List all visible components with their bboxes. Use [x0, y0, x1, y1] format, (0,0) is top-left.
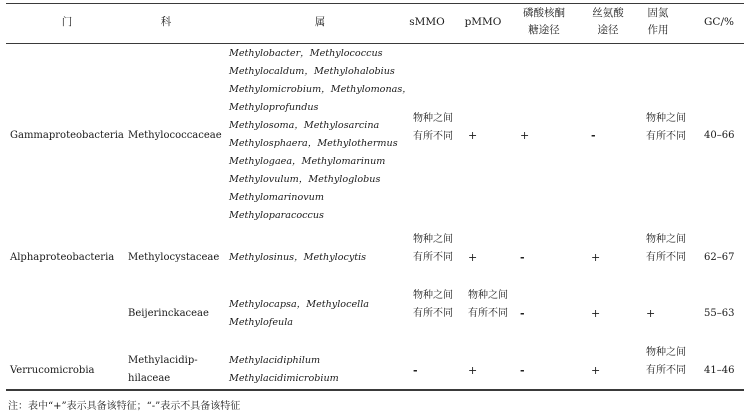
table-bottom-rule	[6, 389, 744, 391]
row1-smmo: 物种之间有所不同	[413, 113, 453, 142]
row4-genus-list	[229, 352, 339, 388]
genus-line: Methylovulum，Methyloglobus	[229, 174, 381, 185]
genus-line: Methylocaldum，Methylohalobius	[229, 66, 395, 77]
header-serine-line1: 丝氨酸	[592, 7, 624, 19]
genus-line: Methylocapsa，Methylocella	[229, 299, 369, 310]
header-serine-line2: 途径	[597, 24, 619, 36]
genus-line: Methylomarinovum	[229, 192, 324, 203]
family-line: hilaceae	[128, 373, 171, 384]
row1-ribulose: +	[520, 129, 530, 142]
header-ribulose	[516, 5, 572, 39]
row2-serine: +	[591, 251, 601, 264]
row4-phylum: Verrucomicrobia	[10, 365, 95, 376]
header-genus: 属	[314, 16, 326, 28]
row4-smmo: -	[413, 364, 418, 377]
header-gc: GC/%	[704, 16, 734, 28]
table-top-rule	[6, 3, 744, 4]
table-header-rule	[6, 43, 744, 44]
row4-gc: 41–46	[704, 365, 735, 376]
genus-line: Methylomicrobium，Methylomonas，	[229, 84, 412, 95]
header-family: 科	[160, 16, 172, 28]
row3-family: Beijerinckaceae	[128, 308, 209, 319]
row3-serine: +	[591, 307, 601, 320]
row3-nfix: +	[646, 307, 656, 320]
row1-genus-list	[229, 45, 412, 225]
row4-ribulose: -	[520, 364, 525, 377]
header-serine	[584, 5, 632, 39]
family-line: Methylacidip-	[128, 355, 198, 366]
table-footnote: 注：表中“+”表示具备该特征；“-”表示不具备该特征	[8, 401, 241, 412]
row2-nfix: 物种之间有所不同	[646, 234, 686, 263]
row1-serine: -	[591, 129, 596, 142]
header-ribulose-line1: 磷酸核酮	[523, 7, 565, 19]
genus-line: Methylogaea，Methylomarinum	[229, 156, 386, 167]
row2-genus-list	[229, 249, 366, 267]
row3-ribulose: -	[520, 307, 525, 320]
genus-line: Methylacidiphilum	[229, 355, 321, 366]
row4-family	[128, 352, 198, 388]
row3-smmo: 物种之间有所不同	[413, 290, 453, 319]
header-phylum: 门	[61, 16, 73, 28]
row4-nfix: 物种之间有所不同	[646, 347, 686, 376]
genus-line: Methyloprofundus	[229, 102, 319, 113]
row2-pmmo: +	[468, 251, 478, 264]
row1-gc: 40–66	[704, 130, 735, 141]
row3-pmmo: 物种之间有所不同	[468, 290, 508, 319]
row4-serine: +	[591, 364, 601, 377]
row2-gc: 62–67	[704, 252, 735, 263]
row3-gc: 55–63	[704, 308, 735, 319]
row2-family: Methylocystaceae	[128, 252, 220, 263]
genus-line: Methylofeula	[229, 317, 293, 328]
genus-line: Methylosphaera，Methylothermus	[229, 138, 398, 149]
header-nfix-line2: 作用	[647, 24, 669, 36]
header-ribulose-line2: 糖途径	[528, 24, 560, 36]
row1-phylum: Gammaproteobacteria	[10, 130, 124, 141]
row1-pmmo: +	[468, 129, 478, 142]
header-nfix	[638, 5, 678, 39]
row4-pmmo: +	[468, 364, 478, 377]
row1-nfix: 物种之间有所不同	[646, 113, 686, 142]
row2-smmo: 物种之间有所不同	[413, 234, 453, 263]
genus-line: Methylosoma，Methylosarcina	[229, 120, 380, 131]
genus-line: Methylosinus，Methylocytis	[229, 252, 367, 263]
genus-line: Methyloparacoccus	[229, 210, 324, 221]
header-smmo: sMMO	[409, 16, 445, 28]
header-nfix-line1: 固氮	[647, 7, 669, 19]
row2-phylum: Alphaproteobacteria	[10, 252, 115, 263]
row3-genus-list	[229, 296, 369, 332]
genus-line: Methylacidimicrobium	[229, 373, 339, 384]
row1-family: Methylococcaceae	[128, 130, 222, 141]
row2-ribulose: -	[520, 251, 525, 264]
header-pmmo: pMMO	[464, 16, 502, 28]
genus-line: Methylobacter，Methylococcus	[229, 48, 383, 59]
